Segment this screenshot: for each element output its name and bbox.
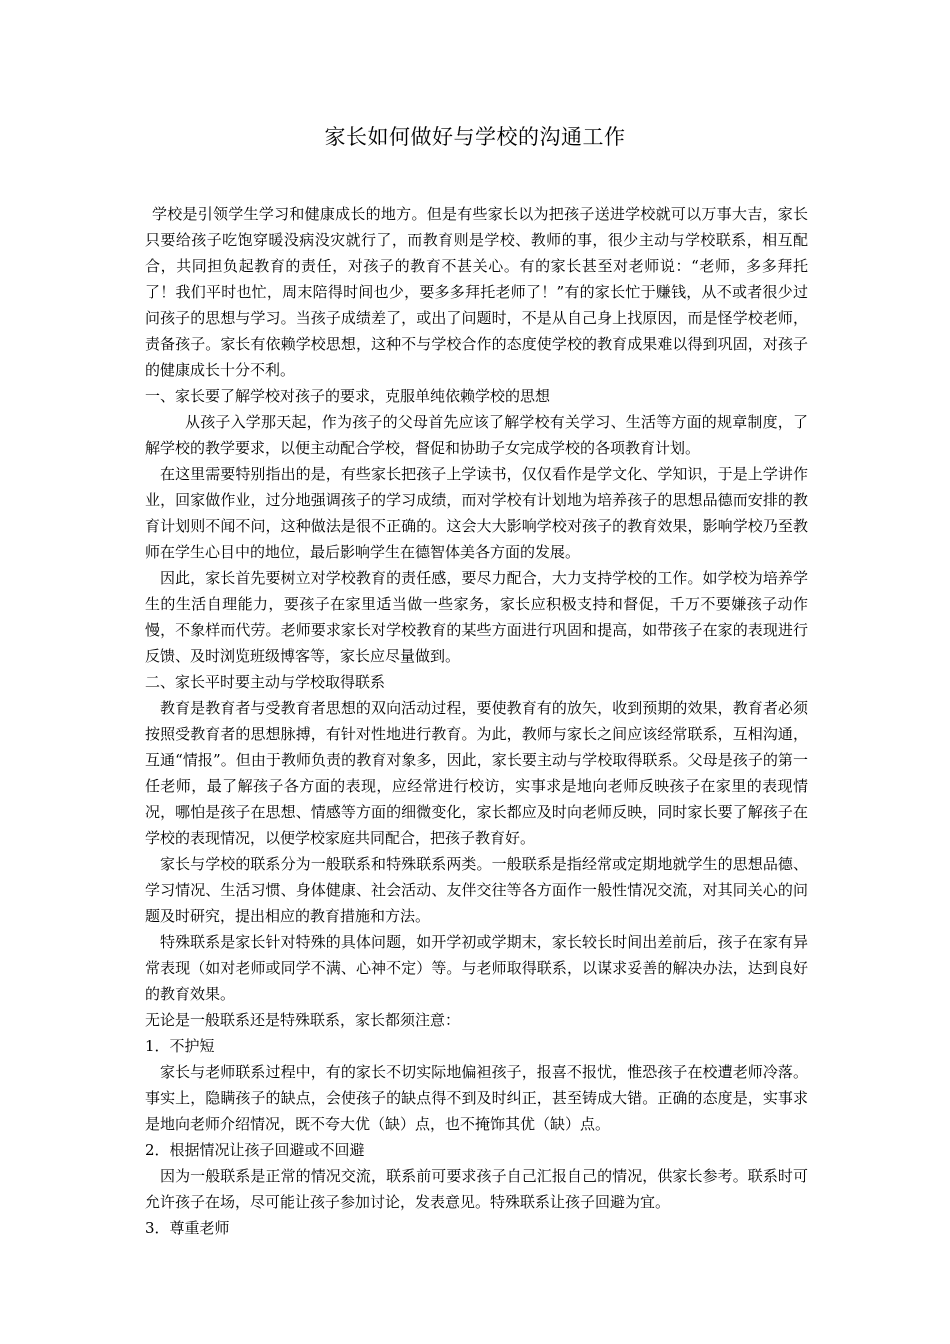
numbered-heading-3: 3．尊重老师 [145,1219,230,1237]
section-heading-2: 二、家长平时要主动与学校取得联系 [145,673,386,691]
section2-paragraph-2: 家长与学校的联系分为一般联系和特殊联系两类。一般联系是指经常或定期地就学生的思想品德、学习情况、生活习惯、身体健康、社会活动、友伴交往等各方面作一般性情况交流，对其同关心的问题及时研究，提出相应的教育措施和方法。 [145,855,808,925]
section1-paragraph-3: 因此，家长首先要树立对学校教育的责任感，要尽力配合，大力支持学校的工作。如学校为培养学生的生活自理能力，要孩子在家里适当做一些家务，家长应积极支持和督促，千万不要嫌孩子动作慢，不象样而代劳。老师要求家长对学校教育的某些方面进行巩固和提高，如带孩子在家的表现进行反馈、及时浏览班级博客等，家长应尽量做到。 [145,569,808,665]
section2-paragraph-1: 教育是教育者与受教育者思想的双向活动过程，要使教育有的放矢，收到预期的效果，教育者必须按照受教育者的思想脉搏，有针对性地进行教育。为此，教师与家长之间应该经常联系，互相沟通，互通“情报”。但由于教师负责的教育对象多，因此，家长要主动与学校取得联系。父母是孩子的第一任老师，最了解孩子各方面的表现，应经常进行校访，实事求是地向老师反映孩子在家里的表现情况，哪怕是孩子在思想、情感等方面的细微变化，家长都应及时向老师反映，同时家长要了解孩子在学校的表现情况，以便学校家庭共同配合，把孩子教育好。 [145,699,808,847]
numbered-heading-1: 1．不护短 [145,1037,215,1055]
section-heading-1: 一、家长要了解学校对孩子的要求，克服单纯依赖学校的思想 [145,387,551,405]
intro-paragraph: 学校是引领学生学习和健康成长的地方。但是有些家长以为把孩子送进学校就可以万事大吉，家长只要给孩子吃饱穿暖没病没灾就行了，而教育则是学校、教师的事，很少主动与学校联系，相互配合，共同担负起教育的责任，对孩子的教育不甚关心。有的家长甚至对老师说：“老师，多多拜托了！我们平时也忙，周末陪得时间也少，要多多拜托老师了！”有的家长忙于赚钱，从不或者很少过问孩子的思想与学习。当孩子成绩差了，或出了问题时，不是从自己身上找原因，而是怪学校老师，责备孩子。家长有依赖学校思想，这种不与学校合作的态度使学校的教育成果难以得到巩固，对孩子的健康成长十分不利。 [145,205,808,379]
numbered-paragraph-2: 因为一般联系是正常的情况交流，联系前可要求孩子自己汇报自己的情况，供家长参考。联系时可允许孩子在场，尽可能让孩子参加讨论，发表意见。特殊联系让孩子回避为宜。 [145,1167,808,1211]
document-title: 家长如何做好与学校的沟通工作 [324,125,626,149]
section2-paragraph-4: 无论是一般联系还是特殊联系，家长都须注意： [145,1011,461,1029]
numbered-paragraph-1: 家长与老师联系过程中，有的家长不切实际地偏袒孩子，报喜不报忧，惟恐孩子在校遭老师冷落。事实上，隐瞒孩子的缺点，会使孩子的缺点得不到及时纠正，甚至铸成大错。正确的态度是，实事求是地向老师介绍情况，既不夸大优（缺）点，也不掩饰其优（缺）点。 [145,1063,808,1133]
numbered-heading-2: 2．根据情况让孩子回避或不回避 [145,1141,365,1159]
document-body [145,201,808,1241]
section1-paragraph-1: 从孩子入学那天起，作为孩子的父母首先应该了解学校有关学习、生活等方面的规章制度，了解学校的教学要求，以便主动配合学校，督促和协助子女完成学校的各项教育计划。 [145,413,808,457]
section1-paragraph-2: 在这里需要特别指出的是，有些家长把孩子上学读书，仅仅看作是学文化、学知识，于是上学讲作业，回家做作业，过分地强调孩子的学习成绩，而对学校有计划地为培养孩子的思想品德而安排的教育计划则不闻不问，这种做法是很不正确的。这会大大影响学校对孩子的教育效果，影响学校乃至教师在学生心目中的地位，最后影响学生在德智体美各方面的发展。 [145,465,808,561]
section2-paragraph-3: 特殊联系是家长针对特殊的具体问题，如开学初或学期末，家长较长时间出差前后，孩子在家有异常表现（如对老师或同学不满、心神不定）等。与老师取得联系，以谋求妥善的解决办法，达到良好的教育效果。 [145,933,808,1003]
